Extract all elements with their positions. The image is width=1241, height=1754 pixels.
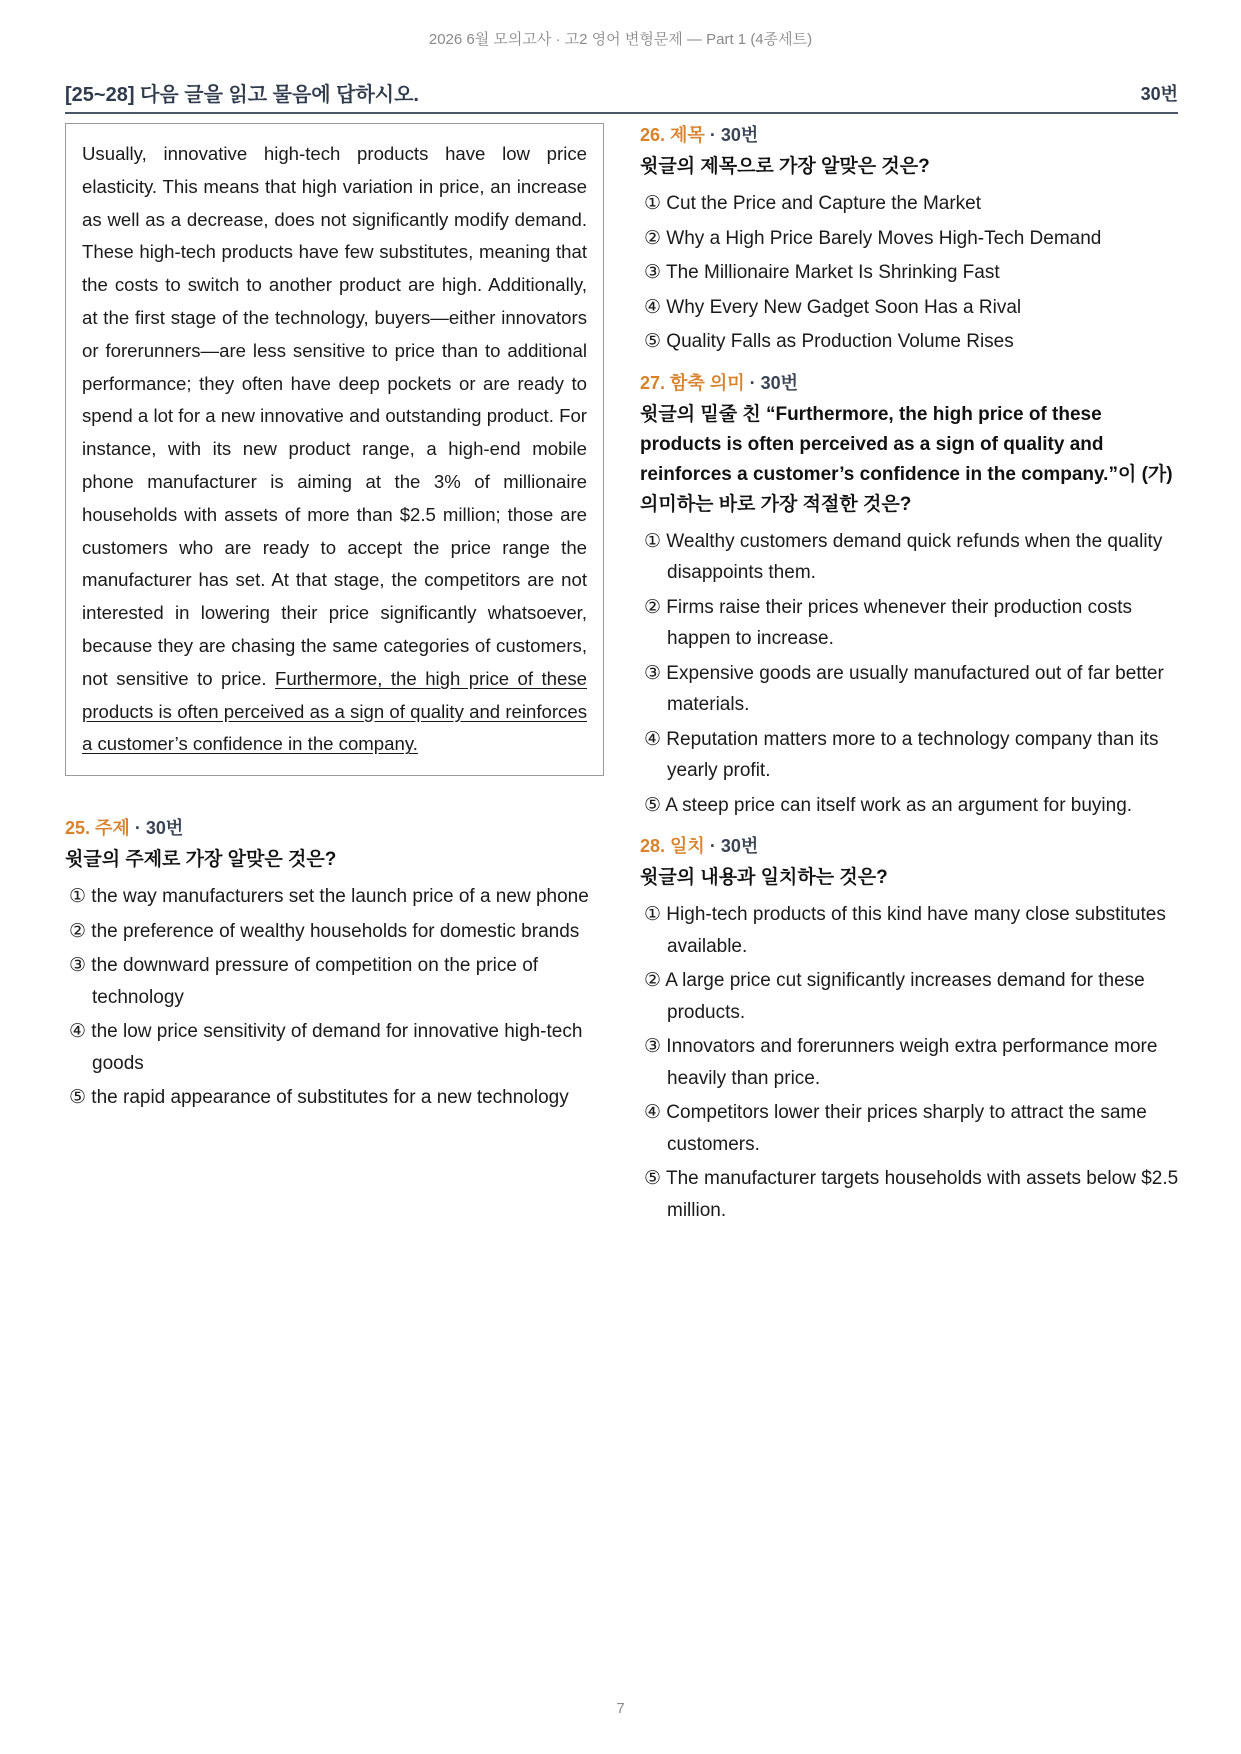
question-27-header	[640, 370, 1180, 396]
question-27-separator: ·	[749, 372, 756, 393]
running-header: 2026 6월 모의고사 · 고2 영어 변형문제 — Part 1 (4종세트)	[428, 31, 813, 48]
question-27-option-2[interactable]: ② Firms raise their prices whenever their production costs happen to increase.	[644, 596, 1132, 649]
passage-underlined-sentence: Furthermore, the high price of these products is often perceived as a sign of quality and reinforces a customer’s confidence in the company.	[82, 667, 588, 755]
left-column	[65, 815, 600, 1126]
question-26-points: 30번	[720, 125, 759, 145]
question-27-option-1[interactable]: ① Wealthy customers demand quick refunds when the quality disappoints them.	[644, 530, 1163, 583]
question-27-stem: 윗글의 밑줄 친 “Furthermore, the high price of these products is often perceived as a sign of quality and reinforces a customer’s confidence in the company.”이 (가) 의미하는 바로 가장 적절한 것은?	[640, 403, 1173, 515]
question-25-option-4[interactable]: ④ the low price sensitivity of demand for innovative high-tech goods	[69, 1021, 583, 1074]
question-28-separator: ·	[709, 836, 716, 856]
question-26	[640, 122, 1180, 358]
question-25	[65, 815, 600, 1114]
question-25-header	[65, 815, 600, 841]
passage-body: Usually, innovative high-tech products have low price elasticity. This means that high variation in price, an increase as well as a decrease, does not significantly modify demand. These high-tech products have few substitutes, meaning that the costs to switch to another product are high. Additionally, at the first stage of the technology, buyers—either innovators or forerunners—are less sensitive to price than to additional performance; they often have deep pockets or are ready to spend a lot for a new innovative and outstanding product. For instance, with its new product range, a high-end mobile phone manufacturer is aiming at the 3% of millionaire households with assets of more than $2.5 million; those are customers who are ready to accept the price range the manufacturer has set. At that stage, the competitors are not interested in lowering their price significantly whatsoever, because they are chasing the same categories of customers, not sensitive to price.	[82, 143, 587, 689]
question-26-option-5[interactable]: ⑤ Quality Falls as Production Volume Rises	[644, 331, 1014, 352]
question-25-separator: ·	[134, 818, 141, 838]
question-26-option-3[interactable]: ③ The Millionaire Market Is Shrinking Fast	[644, 262, 1000, 283]
question-27-number: 27.	[640, 372, 666, 393]
question-26-option-2[interactable]: ② Why a High Price Barely Moves High-Tech Demand	[644, 227, 1102, 249]
question-27-option-4[interactable]: ④ Reputation matters more to a technology company than its yearly profit.	[644, 728, 1159, 781]
question-26-header	[640, 122, 1180, 148]
question-27	[640, 370, 1180, 822]
section-number: 30번	[1140, 84, 1178, 104]
question-26-option-4[interactable]: ④ Why Every New Gadget Soon Has a Rival	[644, 296, 1022, 318]
question-25-points: 30번	[145, 818, 184, 838]
question-27-option-3[interactable]: ③ Expensive goods are usually manufactured out of far better materials.	[644, 662, 1164, 715]
question-25-option-1[interactable]: ① the way manufacturers set the launch price of a new phone	[69, 886, 589, 907]
question-28-option-5[interactable]: ⑤ The manufacturer targets households with assets below $2.5 million.	[644, 1168, 1179, 1221]
question-26-separator: ·	[709, 125, 716, 145]
question-28-type: 일치	[670, 836, 705, 856]
reading-passage	[65, 123, 604, 776]
question-28-stem: 윗글의 내용과 일치하는 것은?	[640, 867, 888, 888]
question-28-option-4[interactable]: ④ Competitors lower their prices sharply to attract the same customers.	[644, 1102, 1147, 1155]
question-26-type: 제목	[670, 125, 705, 145]
question-25-stem: 윗글의 주제로 가장 알맞은 것은?	[65, 849, 337, 870]
question-27-option-5[interactable]: ⑤ A steep price can itself work as an argument for buying.	[644, 794, 1133, 816]
question-25-number: 25.	[65, 818, 91, 838]
question-26-option-1[interactable]: ① Cut the Price and Capture the Market	[644, 193, 982, 214]
right-column	[640, 122, 1180, 1238]
question-25-option-3[interactable]: ③ the downward pressure of competition on the price of technology	[69, 955, 539, 1008]
question-28-header	[640, 833, 1180, 859]
question-26-stem: 윗글의 제목으로 가장 알맞은 것은?	[640, 156, 930, 177]
question-28	[640, 833, 1180, 1226]
question-27-points: 30번	[760, 372, 799, 393]
page-number: 7	[616, 1700, 625, 1717]
question-28-points: 30번	[720, 836, 759, 856]
section-title: [25~28] 다음 글을 읽고 물음에 답하시오.	[65, 84, 419, 106]
question-28-option-2[interactable]: ② A large price cut significantly increases demand for these products.	[644, 970, 1145, 1023]
question-27-type: 함축 의미	[670, 372, 745, 393]
section-header	[65, 78, 1178, 114]
question-25-option-5[interactable]: ⑤ the rapid appearance of substitutes for a new technology	[69, 1087, 569, 1108]
question-28-option-1[interactable]: ① High-tech products of this kind have many close substitutes available.	[644, 904, 1166, 957]
question-28-option-3[interactable]: ③ Innovators and forerunners weigh extra performance more heavily than price.	[644, 1036, 1158, 1089]
question-25-option-2[interactable]: ② the preference of wealthy households for domestic brands	[69, 920, 580, 942]
question-25-type: 주제	[95, 818, 130, 838]
question-28-number: 28.	[640, 836, 666, 856]
question-26-number: 26.	[640, 125, 666, 145]
